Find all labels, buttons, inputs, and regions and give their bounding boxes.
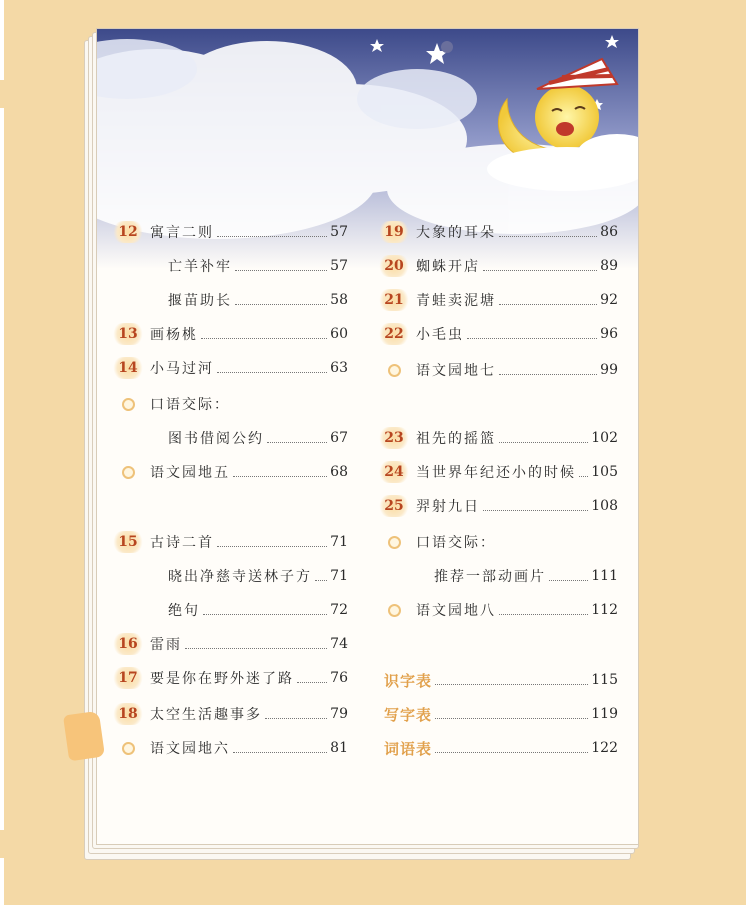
toc-entry[interactable] bbox=[378, 322, 618, 346]
page-number: 63 bbox=[330, 360, 348, 376]
entry-title: 揠苗助长 bbox=[168, 293, 232, 309]
page-number: 71 bbox=[330, 534, 348, 550]
entry-title: 寓言二则 bbox=[150, 225, 214, 241]
entry-title: 推荐一部动画片 bbox=[434, 569, 546, 585]
entry-title: 亡羊补牢 bbox=[168, 259, 232, 275]
lesson-number: 17 bbox=[112, 667, 144, 689]
frame-tab bbox=[0, 80, 8, 108]
dot-leader bbox=[201, 338, 327, 339]
toc-entry[interactable] bbox=[378, 564, 618, 588]
toc-entry[interactable] bbox=[112, 564, 348, 588]
entry-title: 羿射九日 bbox=[416, 499, 480, 515]
entry-title: 画杨桃 bbox=[150, 327, 198, 343]
page-number: 72 bbox=[330, 602, 348, 618]
section-ring-icon bbox=[378, 359, 410, 381]
entry-title: 语文园地七 bbox=[416, 363, 496, 379]
page-number: 122 bbox=[591, 740, 618, 756]
appendix-entry[interactable] bbox=[384, 668, 618, 692]
appendix-title: 词语表 bbox=[384, 739, 433, 758]
appendix-entry[interactable] bbox=[384, 736, 618, 760]
lesson-number: 25 bbox=[378, 495, 410, 517]
page-number: 112 bbox=[591, 602, 618, 618]
page-number: 57 bbox=[330, 224, 348, 240]
entry-title: 雷雨 bbox=[150, 637, 182, 653]
toc-entry[interactable] bbox=[112, 666, 348, 690]
entry-title: 小马过河 bbox=[150, 361, 214, 377]
page-number: 108 bbox=[591, 498, 618, 514]
page-number: 74 bbox=[330, 636, 348, 652]
entry-title: 口语交际： bbox=[416, 535, 496, 551]
toc-entry[interactable] bbox=[112, 702, 348, 726]
toc-entry[interactable] bbox=[112, 322, 348, 346]
entry-title: 语文园地五 bbox=[150, 465, 230, 481]
lesson-number: 13 bbox=[112, 323, 144, 345]
section-ring-icon bbox=[112, 393, 144, 415]
page-number: 96 bbox=[600, 326, 618, 342]
toc-entry[interactable] bbox=[112, 254, 348, 278]
dot-leader bbox=[217, 372, 327, 373]
dot-leader bbox=[579, 476, 588, 477]
dot-leader bbox=[235, 304, 327, 305]
dot-leader bbox=[499, 442, 588, 443]
ring-icon bbox=[388, 364, 401, 377]
dot-leader bbox=[233, 752, 327, 753]
entry-title: 晓出净慈寺送林子方 bbox=[168, 569, 312, 585]
dot-leader bbox=[185, 648, 327, 649]
ring-icon bbox=[122, 466, 135, 479]
dot-leader bbox=[315, 580, 327, 581]
toc-entry[interactable] bbox=[112, 356, 348, 380]
page-number: 67 bbox=[330, 430, 348, 446]
toc-entry[interactable] bbox=[378, 530, 618, 554]
page-tab-sticker bbox=[63, 711, 105, 762]
section-ring-icon bbox=[378, 531, 410, 553]
dot-leader bbox=[265, 718, 327, 719]
page-number: 76 bbox=[330, 670, 348, 686]
entry-title: 口语交际： bbox=[150, 397, 230, 413]
toc-entry[interactable] bbox=[112, 736, 348, 760]
page-number: 68 bbox=[330, 464, 348, 480]
entry-title: 语文园地六 bbox=[150, 741, 230, 757]
page-number: 89 bbox=[600, 258, 618, 274]
entry-title: 古诗二首 bbox=[150, 535, 214, 551]
entry-title: 要是你在野外迷了路 bbox=[150, 671, 294, 687]
lesson-number: 15 bbox=[112, 531, 144, 553]
entry-title: 青蛙卖泥塘 bbox=[416, 293, 496, 309]
dot-leader bbox=[217, 236, 327, 237]
dot-leader bbox=[435, 752, 588, 753]
lesson-number: 16 bbox=[112, 633, 144, 655]
page-number: 57 bbox=[330, 258, 348, 274]
ring-icon bbox=[388, 604, 401, 617]
dot-leader bbox=[235, 270, 327, 271]
dot-leader bbox=[297, 682, 327, 683]
entry-title: 图书借阅公约 bbox=[168, 431, 264, 447]
section-ring-icon bbox=[112, 737, 144, 759]
dot-leader bbox=[435, 718, 588, 719]
page-number: 92 bbox=[600, 292, 618, 308]
toc-entry[interactable] bbox=[378, 254, 618, 278]
lesson-number: 21 bbox=[378, 289, 410, 311]
dot-leader bbox=[483, 510, 588, 511]
page-number: 81 bbox=[330, 740, 348, 756]
dot-leader bbox=[267, 442, 327, 443]
toc-entry[interactable] bbox=[112, 632, 348, 656]
appendix-title: 写字表 bbox=[384, 705, 433, 724]
section-ring-icon bbox=[112, 461, 144, 483]
lesson-number: 18 bbox=[112, 703, 144, 725]
toc-entry[interactable] bbox=[378, 358, 618, 382]
dot-leader bbox=[217, 546, 327, 547]
dot-leader bbox=[499, 304, 597, 305]
section-ring-icon bbox=[378, 599, 410, 621]
toc-entry[interactable] bbox=[378, 220, 618, 244]
appendix-entry[interactable] bbox=[384, 702, 618, 726]
entry-title: 大象的耳朵 bbox=[416, 225, 496, 241]
dot-leader bbox=[499, 236, 597, 237]
ring-icon bbox=[122, 742, 135, 755]
dot-leader bbox=[499, 614, 588, 615]
frame-tab bbox=[0, 830, 8, 858]
toc-entry[interactable] bbox=[112, 460, 348, 484]
toc-entry[interactable] bbox=[112, 392, 348, 416]
ring-icon bbox=[388, 536, 401, 549]
toc-entry[interactable] bbox=[112, 598, 348, 622]
page-number: 79 bbox=[330, 706, 348, 722]
page-number: 58 bbox=[330, 292, 348, 308]
dot-leader bbox=[203, 614, 327, 615]
lesson-number: 14 bbox=[112, 357, 144, 379]
dot-leader bbox=[233, 476, 327, 477]
entry-title: 太空生活趣事多 bbox=[150, 707, 262, 723]
toc-entry[interactable] bbox=[378, 426, 618, 450]
page-number: 105 bbox=[591, 464, 618, 480]
lesson-number: 23 bbox=[378, 427, 410, 449]
lesson-number: 22 bbox=[378, 323, 410, 345]
lesson-number: 24 bbox=[378, 461, 410, 483]
lesson-number: 20 bbox=[378, 255, 410, 277]
page-number: 99 bbox=[600, 362, 618, 378]
ring-icon bbox=[122, 398, 135, 411]
lesson-number: 19 bbox=[378, 221, 410, 243]
dot-leader bbox=[467, 338, 597, 339]
entry-title: 蜘蛛开店 bbox=[416, 259, 480, 275]
entry-title: 语文园地八 bbox=[416, 603, 496, 619]
appendix-title: 识字表 bbox=[384, 671, 433, 690]
dot-leader bbox=[499, 374, 597, 375]
toc-entry[interactable] bbox=[112, 220, 348, 244]
page-number: 111 bbox=[591, 568, 618, 584]
page-number: 119 bbox=[591, 706, 618, 722]
page-number: 60 bbox=[330, 326, 348, 342]
entry-title: 当世界年纪还小的时候 bbox=[416, 465, 576, 481]
toc-entry[interactable] bbox=[378, 460, 618, 484]
dot-leader bbox=[549, 580, 588, 581]
entry-title: 小毛虫 bbox=[416, 327, 464, 343]
toc-entry[interactable] bbox=[112, 426, 348, 450]
dot-leader bbox=[435, 684, 588, 685]
toc-entry[interactable] bbox=[378, 598, 618, 622]
dot-leader bbox=[483, 270, 597, 271]
entry-title: 绝句 bbox=[168, 603, 200, 619]
page-number: 115 bbox=[591, 672, 618, 688]
entry-title: 祖先的摇篮 bbox=[416, 431, 496, 447]
toc-entry[interactable] bbox=[378, 494, 618, 518]
toc-entry[interactable] bbox=[112, 288, 348, 312]
toc-entry[interactable] bbox=[112, 530, 348, 554]
page-number: 86 bbox=[600, 224, 618, 240]
lesson-number: 12 bbox=[112, 221, 144, 243]
page-number: 71 bbox=[330, 568, 348, 584]
page-number: 102 bbox=[591, 430, 618, 446]
toc-entry[interactable] bbox=[378, 288, 618, 312]
